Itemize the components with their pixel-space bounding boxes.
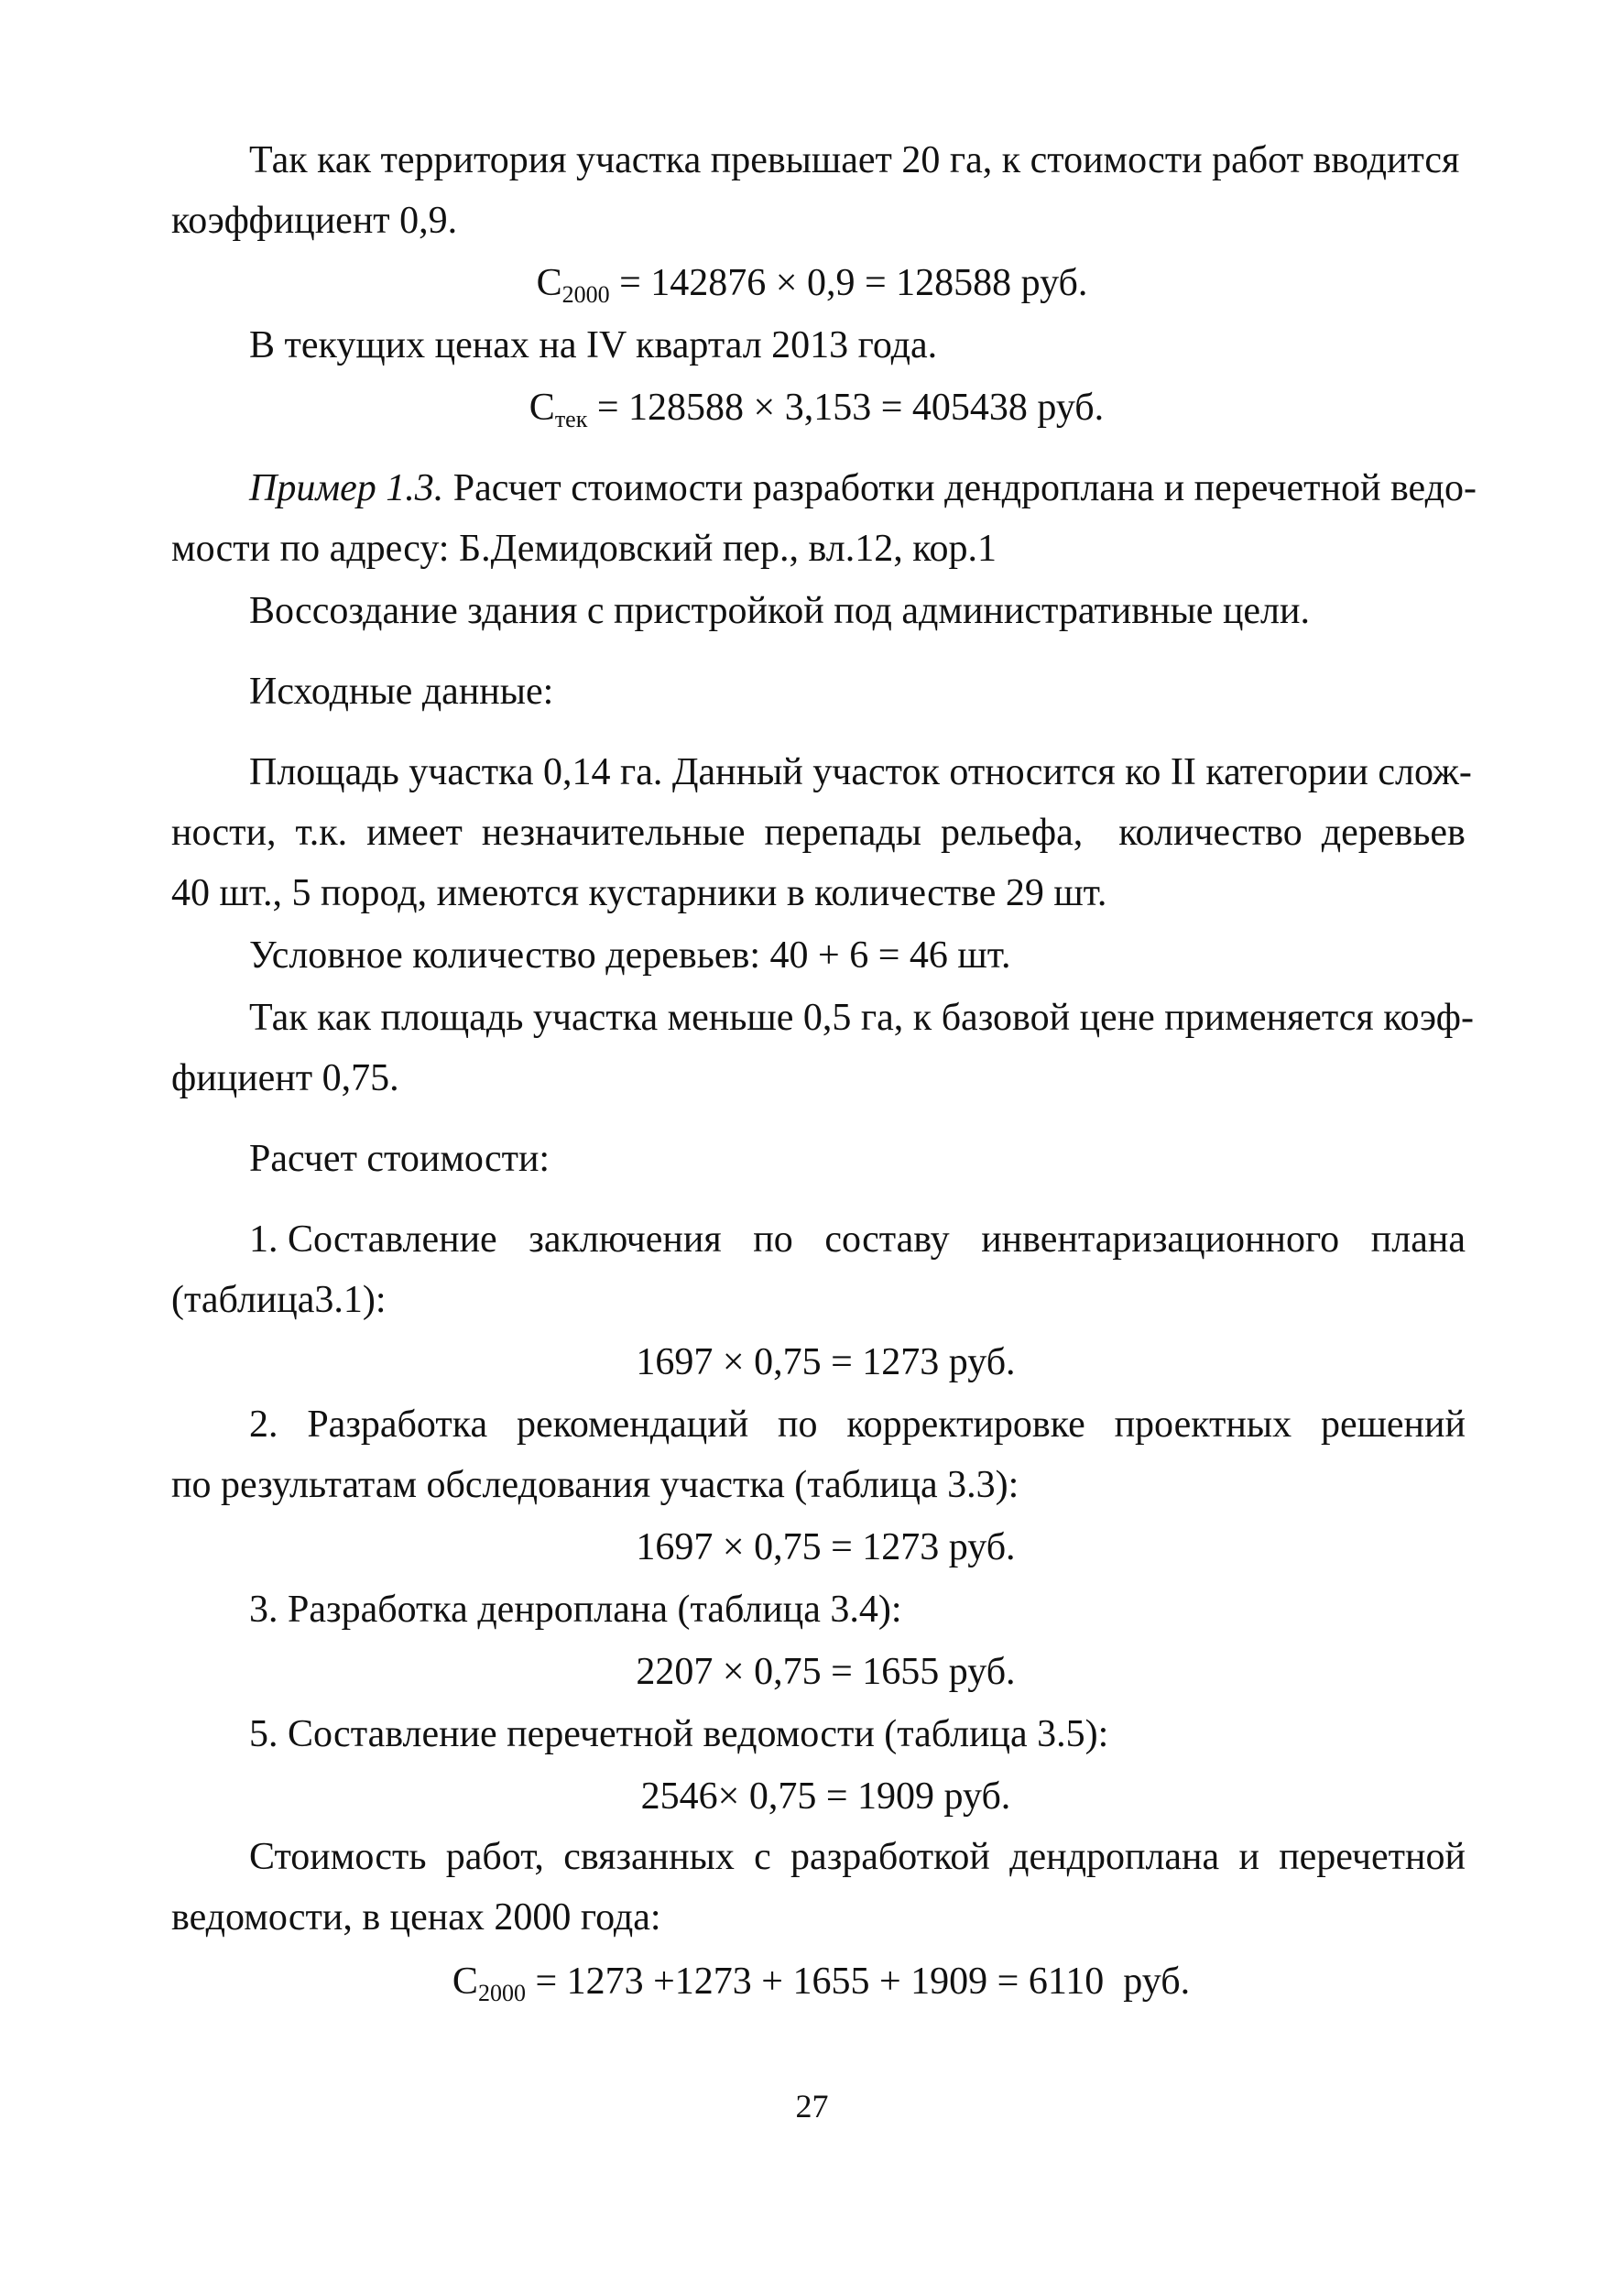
word: заключения xyxy=(529,1218,722,1261)
formula-subscript: 2000 xyxy=(561,281,610,308)
formula-total xyxy=(0,1957,1624,2006)
word: 2. xyxy=(249,1404,278,1446)
example-label: Пример 1.3. xyxy=(249,467,444,509)
paragraph-line: (таблица3.1): xyxy=(171,1279,387,1321)
word: деревьев xyxy=(1321,812,1466,854)
word: корректировке xyxy=(846,1404,1085,1446)
paragraph-line: Расчет стоимости: xyxy=(249,1138,550,1180)
list-item-justified-line xyxy=(249,1215,1466,1264)
paragraph-line: Так как площадь участка меньше 0,5 га, к базовой цене применяется коэф- xyxy=(249,997,1475,1039)
paragraph-line: мости по адресу: Б.Демидовский пер., вл.12, кор.1 xyxy=(171,528,997,570)
page-number: 27 xyxy=(795,2088,829,2125)
word: имеет xyxy=(366,812,463,854)
formula-symbol: С xyxy=(452,1961,478,2003)
word: перепады xyxy=(764,812,921,854)
formula-item2: 1697 × 0,75 = 1273 руб. xyxy=(636,1526,1016,1568)
word: работ, xyxy=(445,1836,544,1878)
paragraph-line: коэффициент 0,9. xyxy=(171,200,458,242)
word: количество xyxy=(1118,812,1302,854)
word: Разработка xyxy=(307,1404,488,1446)
formula-expression: = 142876 × 0,9 = 128588 руб. xyxy=(609,262,1088,304)
word: незначительные xyxy=(481,812,746,854)
formula-item5: 2546× 0,75 = 1909 руб. xyxy=(640,1775,1011,1818)
paragraph-line: Так как территория участка превышает 20 га, к стоимости работ вводится xyxy=(249,139,1460,181)
formula-expression: = 1273 +1273 + 1655 + 1909 = 6110 руб. xyxy=(525,1961,1191,2003)
word: инвентаризационного xyxy=(981,1218,1340,1261)
word: Стоимость xyxy=(249,1836,427,1878)
word: решений xyxy=(1320,1404,1466,1446)
word: перечетной xyxy=(1279,1836,1466,1878)
word: по xyxy=(778,1404,818,1446)
word: и xyxy=(1238,1836,1259,1878)
formula-c2000 xyxy=(0,258,1624,308)
word: плана xyxy=(1370,1218,1466,1261)
word: 1. Составление xyxy=(249,1218,497,1261)
word: т.к. xyxy=(295,812,348,854)
formula-ctek xyxy=(0,383,1624,432)
formula-item1: 1697 × 0,75 = 1273 руб. xyxy=(636,1341,1016,1383)
formula-item3: 2207 × 0,75 = 1655 руб. xyxy=(636,1651,1016,1693)
word: составу xyxy=(824,1218,950,1261)
formula-expression: = 128588 × 3,153 = 405438 руб. xyxy=(587,387,1105,429)
word: разработкой xyxy=(790,1836,990,1878)
list-item: 5. Составление перечетной ведомости (таблица 3.5): xyxy=(249,1713,1109,1755)
word: проектных xyxy=(1114,1404,1292,1446)
paragraph-line: 40 шт., 5 пород, имеются кустарники в количестве 29 шт. xyxy=(171,872,1107,914)
paragraph-line: по результатам обследования участка (таблица 3.3): xyxy=(171,1464,1019,1506)
formula-symbol: С xyxy=(529,387,555,429)
paragraph-line: Воссоздание здания с пристройкой под административные цели. xyxy=(249,590,1310,632)
paragraph-justified-line xyxy=(171,808,1466,857)
word: с xyxy=(754,1836,771,1878)
formula-subscript: 2000 xyxy=(477,1980,526,2006)
list-item-justified-line xyxy=(249,1400,1466,1449)
paragraph-line: Исходные данные: xyxy=(249,671,554,713)
example-heading-line xyxy=(249,464,1477,513)
word: ности, xyxy=(171,812,277,854)
word: рельефа, xyxy=(941,812,1084,854)
word: по xyxy=(753,1218,793,1261)
word: дендроплана xyxy=(1009,1836,1220,1878)
paragraph-line: Площадь участка 0,14 га. Данный участок относится ко II категории слож- xyxy=(249,751,1472,793)
formula-symbol: С xyxy=(536,262,562,304)
paragraph-line: ведомости, в ценах 2000 года: xyxy=(171,1896,661,1939)
example-text: Расчет стоимости разработки дендроплана и перечетной ведо- xyxy=(443,467,1477,509)
paragraph-line: фициент 0,75. xyxy=(171,1057,399,1099)
list-item: 3. Разработка денроплана (таблица 3.4): xyxy=(249,1589,902,1631)
formula-subscript: тек xyxy=(554,406,588,432)
word: рекомендаций xyxy=(516,1404,749,1446)
paragraph-line: В текущих ценах на IV квартал 2013 года. xyxy=(249,324,938,366)
word: связанных xyxy=(563,1836,735,1878)
paragraph-justified-line xyxy=(249,1832,1466,1882)
paragraph-line: Условное количество деревьев: 40 + 6 = 46 шт. xyxy=(249,934,1011,977)
